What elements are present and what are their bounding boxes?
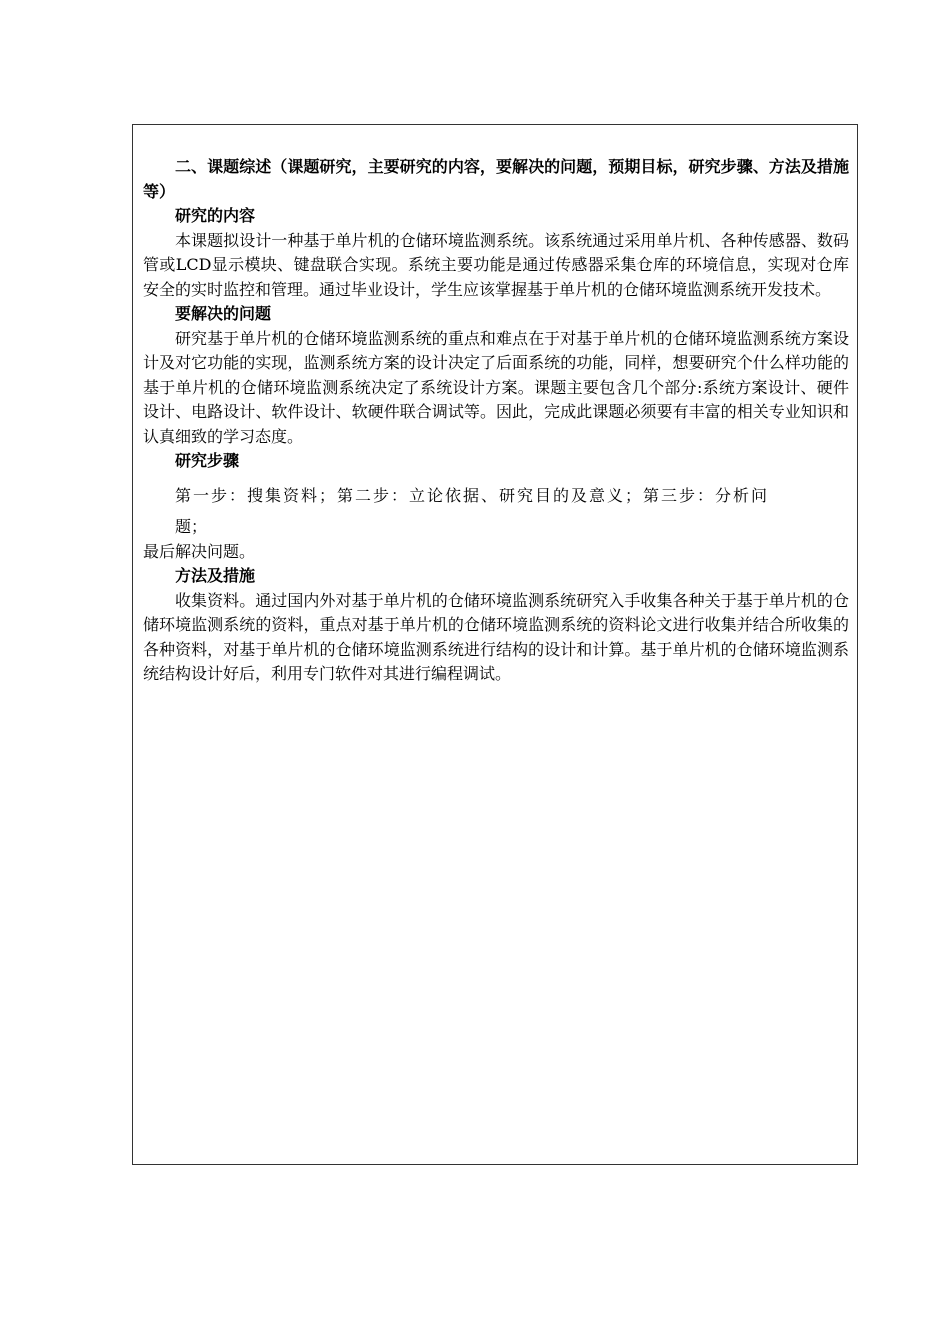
section-body [143,155,849,687]
research-content-paragraph: 本课题拟设计一种基于单片机的仓储环境监测系统。该系统通过采用单片机、各种传感器、数码管或LCD显示模块、键盘联合实现。系统主要功能是通过传感器采集仓库的环境信息，实现对仓库安全的实时监控和管理。通过毕业设计，学生应该掌握基于单片机的仓储环境监测系统开发技术。 [143,230,849,299]
section-title: 二、课题综述（课题研究，主要研究的内容，要解决的问题，预期目标，研究步骤、方法及措施等） [143,157,849,201]
methods-paragraph: 收集资料。通过国内外对基于单片机的仓储环境监测系统研究入手收集各种关于基于单片机的仓储环境监测系统的资料，重点对基于单片机的仓储环境监测系统的资料论文进行收集并结合所收集的各种资料，对基于单片机的仓储环境监测系统进行结构的设计和计算。基于单片机的仓储环境监测系统结构设计好后，利用专门软件对其进行编程调试。 [143,590,849,683]
steps-line-2: 题； [175,516,208,536]
research-content-heading: 研究的内容 [175,206,256,225]
document-table-cell [132,124,858,1165]
problems-paragraph: 研究基于单片机的仓储环境监测系统的重点和难点在于对基于单片机的仓储环境监测系统方案设计及对它功能的实现，监测系统方案的设计决定了后面系统的功能，同样，想要研究个什么样功能的基于单片机的仓储环境监测系统决定了系统设计方案。课题主要包含几个部分:系统方案设计、硬件设计、电路设计、软件设计、软硬件联合调试等。因此，完成此课题必须要有丰富的相关专业知识和认真细致的学习态度。 [143,328,849,446]
steps-heading: 研究步骤 [175,451,240,470]
steps-line-3: 最后解决问题。 [143,541,256,561]
methods-heading: 方法及措施 [175,566,256,585]
steps-line-1: 第一步：搜集资料；第二步：立论依据、研究目的及意义；第三步：分析问 [175,485,770,505]
problems-heading: 要解决的问题 [175,304,272,323]
